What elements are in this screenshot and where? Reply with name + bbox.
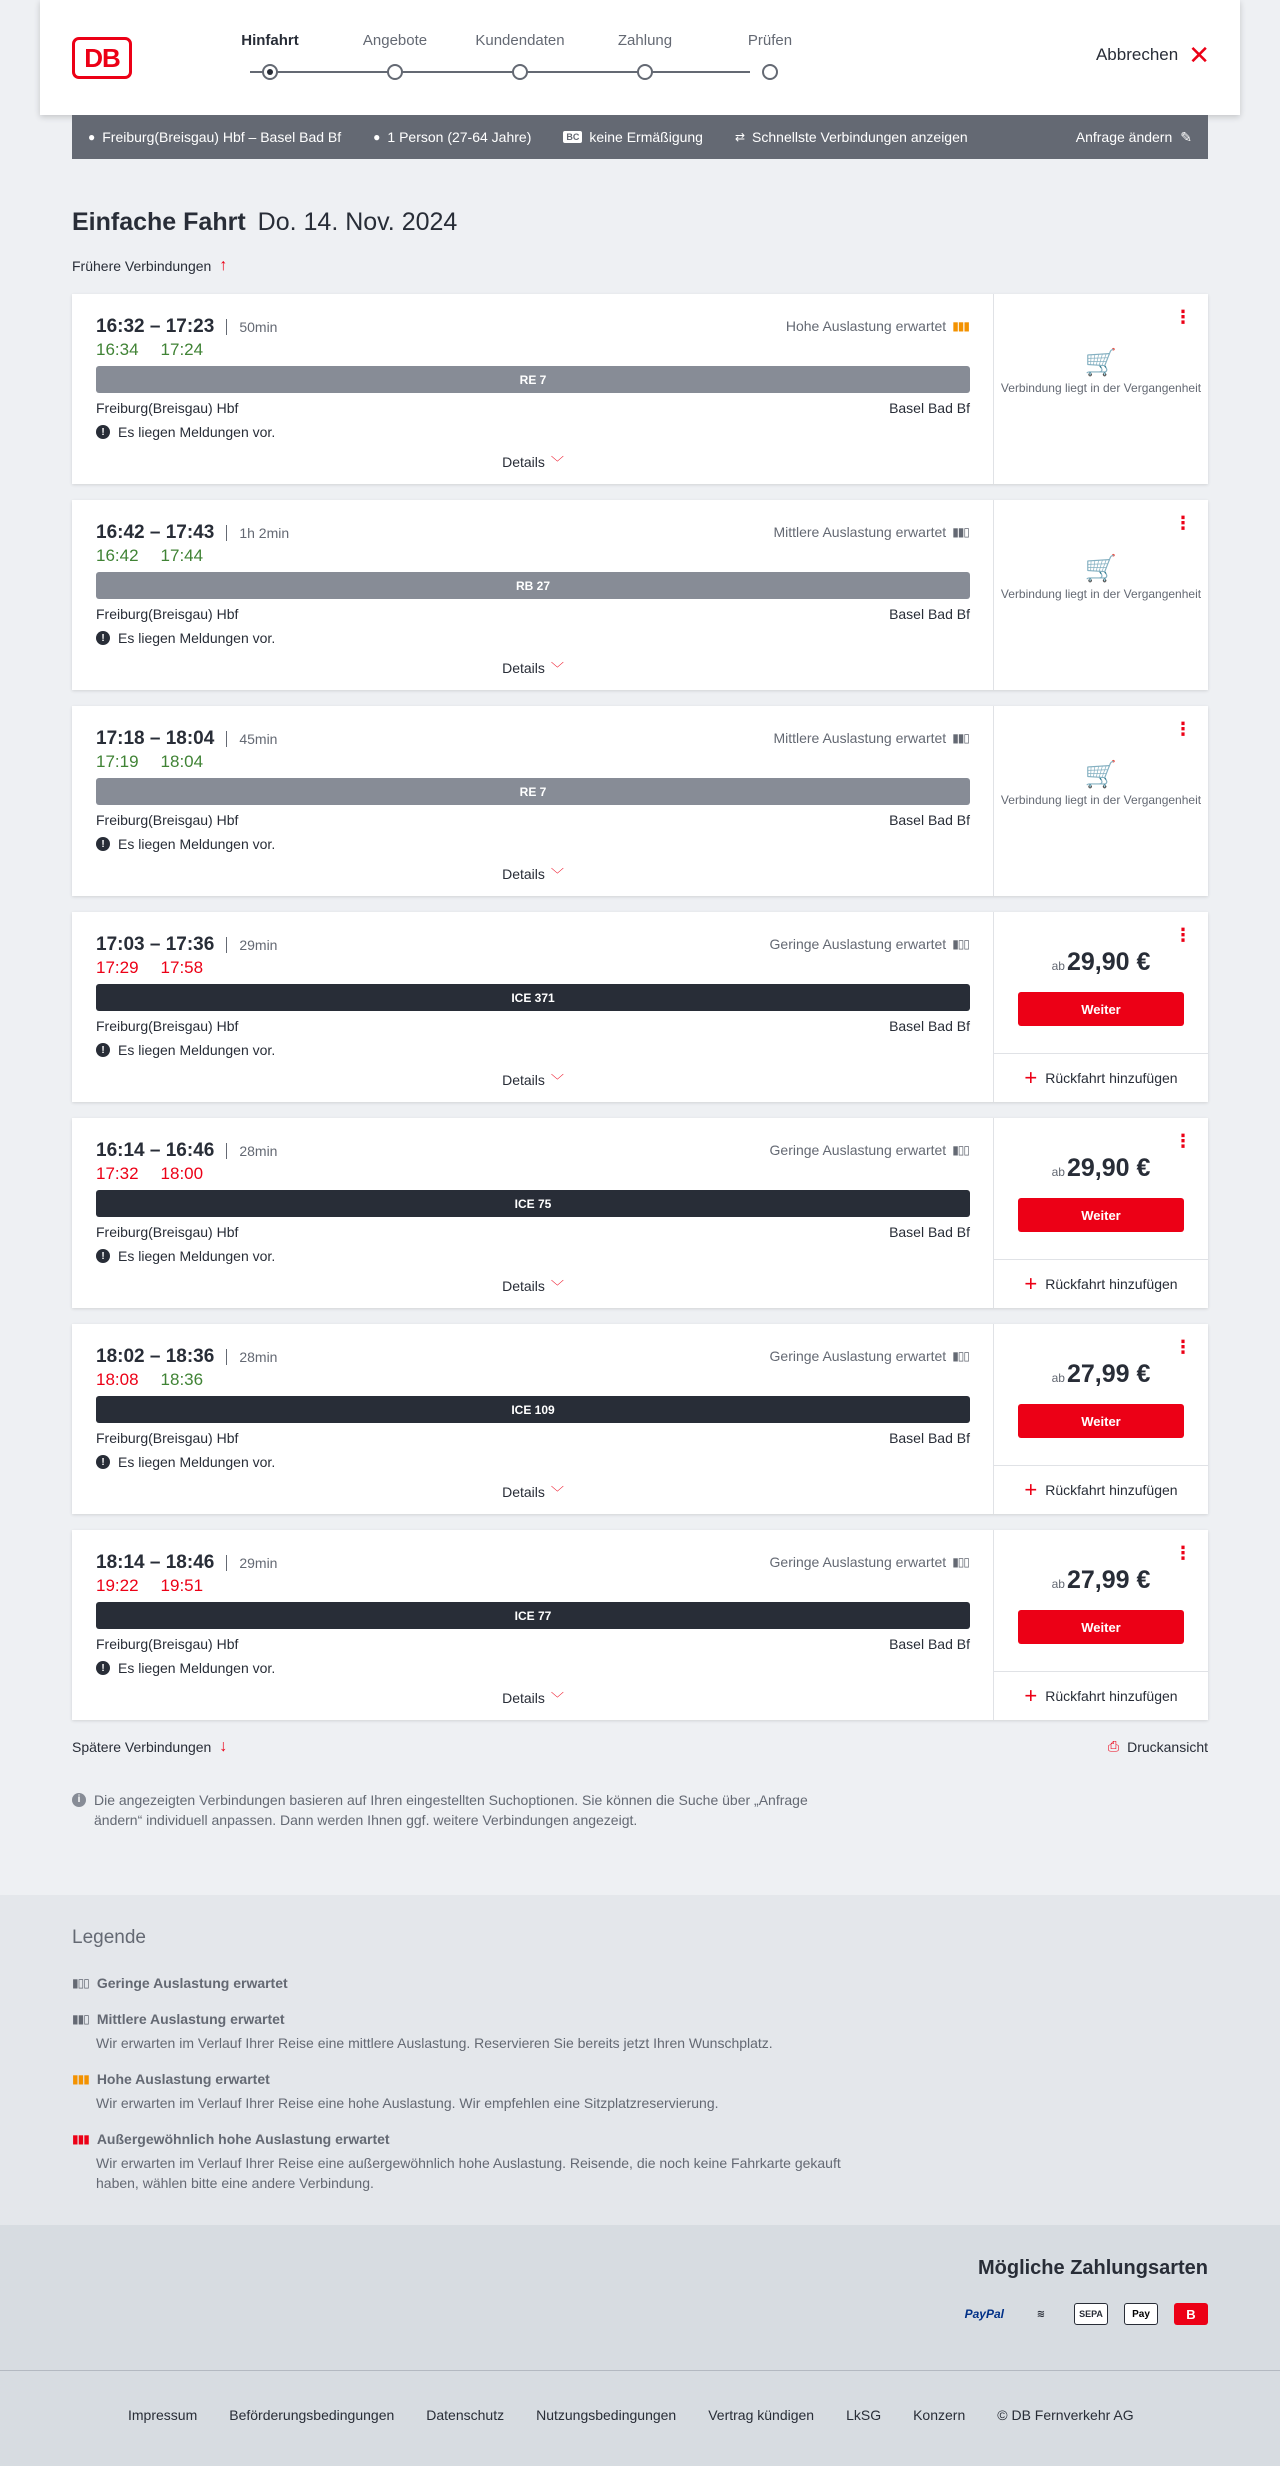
offer-panel: [994, 500, 1208, 690]
duration: 1h 2min: [239, 525, 290, 541]
occupancy-label: Geringe Auslastung erwartet: [769, 1348, 947, 1364]
print-view-label: Druckansicht: [1127, 1738, 1208, 1755]
occupancy-icon: ▮▯▯: [952, 1555, 969, 1569]
realtime-departure: 17:29: [96, 958, 139, 977]
payment-icons: [961, 2303, 1208, 2325]
stations: [96, 1636, 970, 1652]
step-dot: [762, 64, 778, 80]
change-request-label: Anfrage ändern: [1075, 129, 1173, 145]
offer-panel: [994, 1530, 1208, 1720]
db-logo[interactable]: DB: [72, 37, 132, 79]
more-options-icon[interactable]: ⋮: [1174, 513, 1192, 533]
price-prefix: ab: [1051, 1577, 1065, 1591]
more-options-icon[interactable]: ⋮: [1174, 719, 1192, 739]
notice-text: Es liegen Meldungen vor.: [118, 424, 276, 440]
notice: [96, 424, 275, 440]
chevron-down-icon: ﹀: [550, 1279, 564, 1294]
printer-icon: ⎙: [1107, 1738, 1120, 1754]
info-icon: i: [72, 1793, 86, 1807]
time-range: 18:14 – 18:46: [96, 1552, 215, 1573]
legend-extreme-desc: Wir erwarten im Verlauf Ihrer Reise eine außergewöhnlich hohe Auslastung. Reisende, die noch keine Fahrkarte gekauft haben, wählen bitte eine andere Verbindung.: [96, 2155, 841, 2191]
past-connection-note: [994, 759, 1208, 808]
swap-arrows-icon: ⇄: [734, 130, 746, 144]
notice-text: Es liegen Meldungen vor.: [118, 630, 276, 646]
fastest-text: Schnellste Verbindungen anzeigen: [752, 129, 968, 145]
stations: [96, 1430, 970, 1446]
notice-text: Es liegen Meldungen vor.: [118, 1660, 276, 1676]
scheduled-times: [96, 1552, 277, 1574]
legend-item-mid: [72, 2011, 872, 2053]
duration: 29min: [239, 1555, 278, 1571]
travellers-summary: [373, 129, 531, 145]
footer-link[interactable]: LkSG: [846, 2407, 882, 2423]
pencil-icon: ✎: [1180, 128, 1192, 145]
connection-info: [72, 1324, 994, 1514]
occupancy-label: Mittlere Auslastung erwartet: [773, 524, 947, 540]
search-summary-bar: [72, 115, 1208, 159]
details-label: Details: [502, 660, 545, 676]
realtime-arrival: 18:36: [160, 1370, 204, 1389]
divider: [226, 937, 227, 953]
connection-info: [72, 706, 994, 896]
train-bar[interactable]: ICE 75: [96, 1190, 970, 1217]
arrow-down-icon: ↓: [219, 1738, 228, 1755]
notice-text: Es liegen Meldungen vor.: [118, 836, 276, 852]
price-value: 29,90 €: [1066, 948, 1151, 976]
footer-link[interactable]: Impressum: [128, 2407, 198, 2423]
travellers-text: 1 Person (27-64 Jahre): [387, 129, 532, 145]
legend-extreme-label: Außergewöhnlich hohe Auslastung erwartet: [96, 2131, 390, 2147]
occupancy-icon: ▮▮▯: [952, 525, 969, 539]
connection-card: [72, 1530, 1208, 1720]
stations: [96, 1018, 970, 1034]
arrival-station: Basel Bad Bf: [889, 400, 970, 416]
bahncard-icon: BC: [563, 131, 582, 143]
step-kundendaten[interactable]: [460, 32, 580, 54]
connection-info: [72, 500, 994, 690]
cart-unavailable-icon: 🛒: [1084, 347, 1118, 377]
details-label: Details: [502, 454, 545, 470]
connection-card: [72, 912, 1208, 1102]
chevron-down-icon: ﹀: [550, 1485, 564, 1500]
departure-station: Freiburg(Breisgau) Hbf: [96, 606, 239, 622]
train-bar[interactable]: RE 7: [96, 366, 970, 393]
arrow-up-icon: ↑: [219, 257, 228, 274]
later-connections-link[interactable]: [72, 1738, 227, 1756]
scheduled-times: [96, 1346, 277, 1368]
cart-unavailable-icon: 🛒: [1084, 759, 1118, 789]
occupancy-icon: ▮▯▯: [952, 1349, 969, 1363]
departure-station: Freiburg(Breisgau) Hbf: [96, 1636, 239, 1652]
realtime-departure: 16:42: [96, 546, 139, 565]
past-connection-note: [994, 553, 1208, 602]
realtime-departure: 17:32: [96, 1164, 139, 1183]
footer-links: [128, 2407, 1134, 2423]
details-toggle[interactable]: [72, 1688, 994, 1707]
more-options-icon[interactable]: ⋮: [1174, 1543, 1192, 1563]
time-range: 18:02 – 18:36: [96, 1346, 215, 1367]
realtime-times: [96, 546, 203, 566]
duration: 45min: [239, 731, 278, 747]
arrival-station: Basel Bad Bf: [889, 1018, 970, 1034]
legend-title: Legende: [72, 1927, 146, 1948]
time-range: 16:32 – 17:23: [96, 316, 215, 337]
offer-panel: [994, 706, 1208, 896]
scheduled-times: [96, 728, 277, 750]
chevron-down-icon: ﹀: [550, 455, 564, 470]
details-toggle[interactable]: [72, 452, 994, 471]
arrival-station: Basel Bad Bf: [889, 606, 970, 622]
legend-mid-desc: Wir erwarten im Verlauf Ihrer Reise eine mittlere Auslastung. Reservieren Sie bereits jetzt Ihren Wunschplatz.: [96, 2035, 773, 2051]
more-options-icon[interactable]: ⋮: [1174, 1131, 1192, 1151]
time-range: 17:03 – 17:36: [96, 934, 215, 955]
train-bar[interactable]: RB 27: [96, 572, 970, 599]
legend-high-desc: Wir erwarten im Verlauf Ihrer Reise eine hohe Auslastung. Wir empfehlen eine Sitzplatzreservierung.: [96, 2095, 719, 2111]
connection-info: [72, 294, 994, 484]
arrival-station: Basel Bad Bf: [889, 1224, 970, 1240]
connection-card: [72, 500, 1208, 690]
offer-panel: [994, 912, 1208, 1102]
connection-card: [72, 706, 1208, 896]
occupancy-info[interactable]: [770, 936, 969, 952]
legend: [0, 1895, 1280, 2225]
exclamation-icon: !: [96, 1249, 110, 1263]
scheduled-times: [96, 522, 289, 544]
notice: [96, 1660, 275, 1676]
footer-link[interactable]: Nutzungsbedingungen: [536, 2407, 677, 2423]
price: [994, 948, 1208, 977]
continue-button[interactable]: Weiter: [1018, 1198, 1184, 1232]
trip-date: Do. 14. Nov. 2024: [257, 208, 458, 236]
extreme-load-icon: ▮▮▮: [72, 2132, 89, 2146]
scheduled-times: [96, 934, 277, 956]
legend-item-high: [72, 2071, 872, 2113]
occupancy-info[interactable]: [770, 1348, 969, 1364]
details-toggle[interactable]: [72, 864, 994, 883]
legend-item-extreme: [72, 2131, 872, 2193]
divider: [226, 1349, 227, 1365]
occupancy-label: Hohe Auslastung erwartet: [785, 318, 947, 334]
price: [994, 1360, 1208, 1389]
progress-line: [250, 71, 750, 73]
connection-card: [72, 294, 1208, 484]
stations: [96, 1224, 970, 1240]
earlier-connections-label: Frühere Verbindungen: [72, 258, 212, 274]
departure-station: Freiburg(Breisgau) Hbf: [96, 1018, 239, 1034]
route-summary: [88, 129, 341, 145]
notice: [96, 630, 275, 646]
exclamation-icon: !: [96, 1455, 110, 1469]
add-return-trip-button[interactable]: [994, 1259, 1208, 1308]
plus-icon: +: [1024, 1683, 1038, 1708]
step-pruefen[interactable]: [710, 32, 830, 54]
step-dot: [512, 64, 528, 80]
train-bar[interactable]: ICE 371: [96, 984, 970, 1011]
step-hinfahrt[interactable]: [210, 32, 330, 54]
price: [994, 1566, 1208, 1595]
connection-info: [72, 912, 994, 1102]
details-toggle[interactable]: [72, 1070, 994, 1089]
step-zahlung[interactable]: [585, 32, 705, 54]
time-range: 17:18 – 18:04: [96, 728, 215, 749]
payment-title: Mögliche Zahlungsarten: [977, 2257, 1208, 2279]
details-toggle[interactable]: [72, 1276, 994, 1295]
connection-card: [72, 1324, 1208, 1514]
step-dot: [262, 64, 278, 80]
divider: [226, 1555, 227, 1571]
duration: 50min: [239, 319, 278, 335]
duration: 28min: [239, 1143, 278, 1159]
chevron-down-icon: ﹀: [550, 867, 564, 882]
arrival-station: Basel Bad Bf: [889, 1430, 970, 1446]
earlier-connections-link[interactable]: [72, 257, 227, 275]
add-return-trip-label: Rückfahrt hinzufügen: [1045, 1276, 1178, 1292]
notice: [96, 1248, 275, 1264]
chevron-down-icon: ﹀: [550, 1073, 564, 1088]
step-angebote[interactable]: [335, 32, 455, 54]
departure-station: Freiburg(Breisgau) Hbf: [96, 400, 239, 416]
divider: [226, 731, 227, 747]
departure-station: Freiburg(Breisgau) Hbf: [96, 812, 239, 828]
divider: [226, 525, 227, 541]
details-label: Details: [502, 1690, 545, 1706]
step-label: Zahlung: [617, 32, 673, 49]
more-options-icon[interactable]: ⋮: [1174, 307, 1192, 327]
change-request-button[interactable]: [1076, 129, 1192, 146]
legend-item-low: [72, 1975, 872, 1991]
realtime-departure: 18:08: [96, 1370, 139, 1389]
train-bar[interactable]: ICE 77: [96, 1602, 970, 1629]
price-prefix: ab: [1051, 959, 1065, 973]
realtime-departure: 19:22: [96, 1576, 139, 1595]
scheduled-times: [96, 316, 277, 338]
notice-text: Es liegen Meldungen vor.: [118, 1248, 276, 1264]
realtime-times: [96, 1576, 203, 1596]
train-bar[interactable]: RE 7: [96, 778, 970, 805]
occupancy-info[interactable]: [773, 524, 969, 540]
occupancy-icon: ▮▯▯: [952, 937, 969, 951]
duration: 29min: [239, 937, 278, 953]
realtime-arrival: 18:00: [160, 1164, 204, 1183]
add-return-trip-label: Rückfahrt hinzufügen: [1045, 1070, 1178, 1086]
exclamation-icon: !: [96, 1043, 110, 1057]
occupancy-label: Mittlere Auslastung erwartet: [773, 730, 947, 746]
payment-methods: [0, 2225, 1280, 2370]
close-icon: ✕: [1188, 40, 1210, 70]
past-connection-note: [994, 347, 1208, 396]
offer-panel: [994, 1118, 1208, 1308]
step-label: Hinfahrt: [241, 32, 299, 49]
scheduled-times: [96, 1140, 277, 1162]
price-value: 27,99 €: [1066, 1566, 1151, 1594]
add-return-trip-button[interactable]: [994, 1671, 1208, 1720]
db-payment-icon: B: [1174, 2303, 1208, 2325]
notice: [96, 1454, 275, 1470]
step-label: Angebote: [362, 32, 428, 49]
arrival-station: Basel Bad Bf: [889, 812, 970, 828]
continue-button[interactable]: Weiter: [1018, 1610, 1184, 1644]
discount-summary: [563, 129, 703, 145]
realtime-arrival: 18:04: [160, 752, 204, 771]
connection-info: [72, 1530, 994, 1720]
occupancy-label: Geringe Auslastung erwartet: [769, 1554, 947, 1570]
notice-text: Es liegen Meldungen vor.: [118, 1042, 276, 1058]
details-label: Details: [502, 866, 545, 882]
time-range: 16:42 – 17:43: [96, 522, 215, 543]
stations: [96, 812, 970, 828]
apple-pay-icon: Pay: [1124, 2303, 1158, 2325]
cancel-label: Abbrechen: [1095, 45, 1179, 64]
discount-text: keine Ermäßigung: [589, 129, 703, 145]
details-label: Details: [502, 1484, 545, 1500]
realtime-times: [96, 1370, 203, 1390]
occupancy-icon: ▮▮▮: [952, 319, 969, 333]
realtime-departure: 17:19: [96, 752, 139, 771]
medium-load-icon: ▮▮▯: [72, 2012, 89, 2026]
train-bar[interactable]: ICE 109: [96, 1396, 970, 1423]
stations: [96, 606, 970, 622]
departure-station: Freiburg(Breisgau) Hbf: [96, 1224, 239, 1240]
search-info-note: [72, 1790, 852, 1830]
realtime-departure: 16:34: [96, 340, 139, 359]
person-icon: ●: [373, 130, 381, 144]
progress-steps: [210, 32, 793, 82]
location-pin-icon: ●: [88, 130, 96, 144]
exclamation-icon: !: [96, 1661, 110, 1675]
realtime-times: [96, 1164, 203, 1184]
realtime-times: [96, 752, 203, 772]
connection-card: [72, 1118, 1208, 1308]
duration: 28min: [239, 1349, 278, 1365]
plus-icon: +: [1024, 1271, 1038, 1296]
divider: [226, 1143, 227, 1159]
high-load-icon: ▮▮▮: [72, 2072, 89, 2086]
more-options-icon[interactable]: ⋮: [1174, 1337, 1192, 1357]
occupancy-info[interactable]: [786, 318, 969, 334]
plus-icon: +: [1024, 1477, 1038, 1502]
price-value: 29,90 €: [1066, 1154, 1151, 1182]
continue-button[interactable]: Weiter: [1018, 992, 1184, 1026]
sepa-icon: SEPA: [1074, 2303, 1108, 2325]
step-dot: [387, 64, 403, 80]
details-label: Details: [502, 1278, 545, 1294]
realtime-times: [96, 958, 203, 978]
cart-unavailable-icon: 🛒: [1084, 553, 1118, 583]
occupancy-label: Geringe Auslastung erwartet: [769, 1142, 947, 1158]
step-label: Kundendaten: [475, 32, 565, 49]
exclamation-icon: !: [96, 631, 110, 645]
divider: [226, 319, 227, 335]
price: [994, 1154, 1208, 1183]
price-prefix: ab: [1051, 1165, 1065, 1179]
realtime-times: [96, 340, 203, 360]
occupancy-icon: ▮▮▯: [952, 731, 969, 745]
occupancy-info[interactable]: [773, 730, 969, 746]
search-info-text: Die angezeigten Verbindungen basieren auf Ihren eingestellten Suchoptionen. Sie können die Suche über „Anfrage ändern“ individuell anpassen. Dann werden Ihnen ggf. weitere Verbindungen angezeigt.: [94, 1792, 808, 1828]
step-label: Prüfen: [747, 32, 793, 49]
stations: [96, 400, 970, 416]
details-toggle[interactable]: [72, 1482, 994, 1501]
details-toggle[interactable]: [72, 658, 994, 677]
time-range: 16:14 – 16:46: [96, 1140, 215, 1161]
realtime-arrival: 17:24: [160, 340, 204, 359]
past-connection-text: Verbindung liegt in der Vergangenheit: [1000, 793, 1202, 807]
add-return-trip-label: Rückfahrt hinzufügen: [1045, 1482, 1178, 1498]
offer-panel: [994, 1324, 1208, 1514]
plus-icon: +: [1024, 1065, 1038, 1090]
add-return-trip-label: Rückfahrt hinzufügen: [1045, 1688, 1178, 1704]
print-view-link[interactable]: [1108, 1738, 1208, 1755]
credit-card-icon: ≋: [1036, 2308, 1046, 2320]
chevron-down-icon: ﹀: [550, 661, 564, 676]
realtime-arrival: 17:58: [160, 958, 204, 977]
notice: [96, 1042, 275, 1058]
legend-mid-label: Mittlere Auslastung erwartet: [96, 2011, 285, 2027]
fastest-connections-option: [735, 129, 968, 145]
later-connections-label: Spätere Verbindungen: [72, 1739, 212, 1755]
offer-panel: [994, 294, 1208, 484]
realtime-arrival: 19:51: [160, 1576, 204, 1595]
departure-station: Freiburg(Breisgau) Hbf: [96, 1430, 239, 1446]
page-title: [72, 208, 457, 237]
exclamation-icon: !: [96, 425, 110, 439]
trip-type: Einfache Fahrt: [72, 208, 246, 236]
header: [40, 0, 1240, 115]
occupancy-icon: ▮▯▯: [952, 1143, 969, 1157]
paypal-icon: PayPal: [964, 2307, 1004, 2321]
past-connection-text: Verbindung liegt in der Vergangenheit: [1000, 587, 1202, 601]
price-value: 27,99 €: [1066, 1360, 1151, 1388]
past-connection-text: Verbindung liegt in der Vergangenheit: [1000, 381, 1202, 395]
footer-copyright: © DB Fernverkehr AG: [997, 2407, 1134, 2423]
footer-link[interactable]: Datenschutz: [426, 2407, 505, 2423]
continue-button[interactable]: Weiter: [1018, 1404, 1184, 1438]
occupancy-label: Geringe Auslastung erwartet: [769, 936, 947, 952]
occupancy-info[interactable]: [770, 1554, 969, 1570]
step-dot: [637, 64, 653, 80]
exclamation-icon: !: [96, 837, 110, 851]
low-load-icon: ▮▯▯: [72, 1976, 89, 1990]
realtime-arrival: 17:44: [160, 546, 204, 565]
add-return-trip-button[interactable]: [994, 1053, 1208, 1102]
footer-link[interactable]: Beförderungsbedingungen: [229, 2407, 395, 2423]
route-text: Freiburg(Breisgau) Hbf – Basel Bad Bf: [102, 129, 342, 145]
details-label: Details: [502, 1072, 545, 1088]
chevron-down-icon: ﹀: [550, 1691, 564, 1706]
cancel-button[interactable]: [1095, 40, 1210, 70]
price-prefix: ab: [1051, 1371, 1065, 1385]
more-options-icon[interactable]: ⋮: [1174, 925, 1192, 945]
add-return-trip-button[interactable]: [994, 1465, 1208, 1514]
footer-link[interactable]: Konzern: [913, 2407, 966, 2423]
footer-link[interactable]: Vertrag kündigen: [708, 2407, 815, 2423]
occupancy-info[interactable]: [770, 1142, 969, 1158]
legend-high-label: Hohe Auslastung erwartet: [96, 2071, 270, 2087]
arrival-station: Basel Bad Bf: [889, 1636, 970, 1652]
notice: [96, 836, 275, 852]
connection-info: [72, 1118, 994, 1308]
legend-low-label: Geringe Auslastung erwartet: [96, 1975, 288, 1991]
footer: [0, 2370, 1280, 2466]
notice-text: Es liegen Meldungen vor.: [118, 1454, 276, 1470]
